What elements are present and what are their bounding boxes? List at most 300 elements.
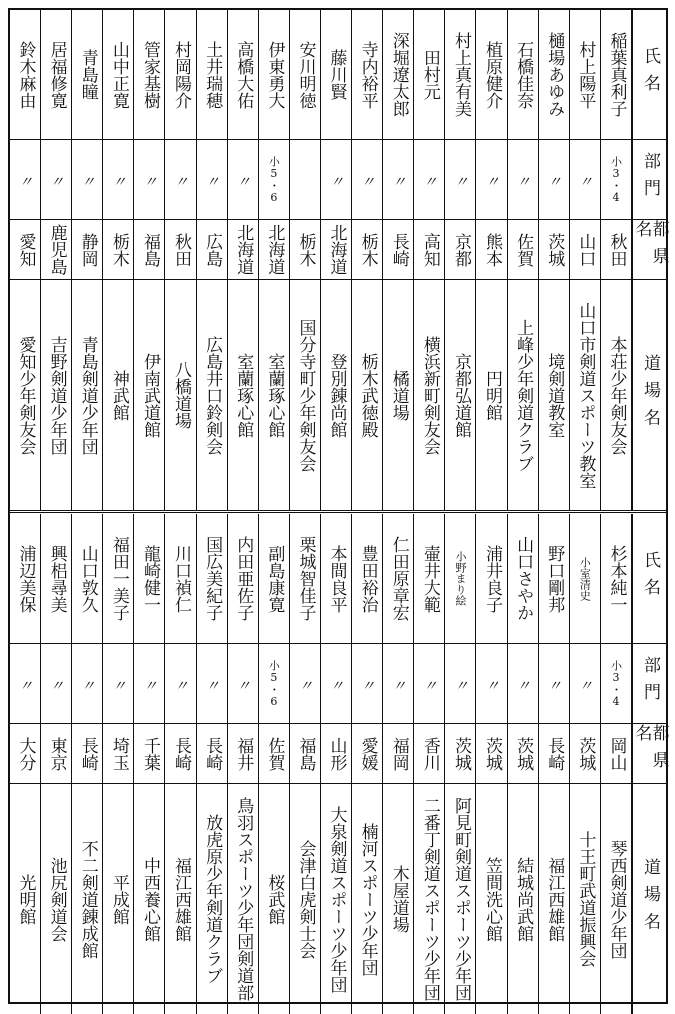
cell-prefecture: [414, 220, 445, 279]
cell-prefecture: [477, 220, 508, 279]
cell-prefecture: [197, 220, 228, 279]
division-text: 〃: [483, 173, 500, 186]
row-prefecture: [10, 724, 669, 784]
cell-name: [259, 514, 290, 643]
division-text: 〃: [79, 173, 96, 186]
row-division: [10, 140, 666, 220]
prefecture-text: 長崎: [171, 736, 192, 771]
dojo-text: 境剣道教室: [544, 352, 565, 438]
cell-name: [601, 514, 632, 643]
cell-division: [570, 644, 601, 723]
division-text: 〃: [141, 173, 158, 186]
cell-dojo: [228, 784, 259, 1014]
cell-division: [228, 140, 259, 219]
prefecture-text: 長崎: [544, 736, 565, 771]
cell-name: [10, 10, 41, 139]
cell-name: [445, 10, 476, 139]
prefecture-text: 茨城: [450, 736, 471, 771]
division-text: 〃: [110, 677, 127, 690]
cell-dojo: [103, 280, 134, 510]
dojo-text: 室蘭琢心館: [264, 352, 285, 438]
cell-division: [601, 644, 632, 723]
name-text: 内田亜佐子: [233, 536, 254, 621]
dojo-text: 桜武館: [264, 873, 285, 925]
division-text: 〃: [48, 173, 65, 186]
division-text: 〃: [296, 677, 313, 690]
name-text: 国広美紀子: [202, 536, 223, 621]
dojo-text: 平成館: [108, 873, 129, 925]
cell-prefecture: [166, 220, 197, 279]
division-text: 〃: [359, 173, 376, 186]
division-text: 〃: [110, 173, 127, 186]
cell-dojo: [321, 280, 352, 510]
prefecture-text: 栃木: [108, 232, 129, 267]
cell-dojo: [445, 784, 476, 1014]
name-text: 村上陽平: [575, 40, 596, 109]
cell-division: [352, 644, 383, 723]
dojo-text: 吉野剣道少年団: [46, 335, 67, 455]
cell-name: [134, 514, 165, 643]
cell-prefecture: [228, 220, 259, 279]
division-text: 〃: [390, 173, 407, 186]
name-text: 栗城智佳子: [295, 536, 316, 621]
cell-prefecture: [41, 724, 72, 783]
prefecture-text: 愛知: [15, 232, 36, 267]
name-text: 植原健介: [482, 40, 503, 109]
prefecture-text: 茨城: [575, 736, 596, 771]
roster-block-2: [10, 514, 669, 1014]
header-label: 都県名: [631, 724, 669, 779]
dojo-text: 大泉剣道スポーツ少年団: [326, 805, 347, 993]
dojo-text: 光明館: [15, 873, 36, 925]
row-name: [10, 514, 666, 644]
cell-prefecture: [414, 724, 445, 783]
cell-prefecture: [445, 724, 476, 783]
header-label: 道場名: [640, 354, 660, 436]
cell-dojo: [352, 280, 383, 510]
dojo-text: 円明館: [482, 369, 503, 421]
cell-division: [477, 140, 508, 219]
cell-name: [601, 10, 632, 139]
cell-dojo: [166, 784, 197, 1014]
cell-dojo: [72, 280, 103, 510]
dojo-text: 横浜新町剣友会: [419, 335, 440, 455]
division-text: 〃: [452, 173, 469, 186]
dojo-text: 楠河スポーツ少年団: [357, 822, 378, 976]
cell-name: [383, 514, 414, 643]
cell-division: [259, 644, 290, 723]
row-dojo: [10, 280, 666, 510]
prefecture-text: 長崎: [388, 232, 409, 267]
dojo-text: 上峰少年剣道クラブ: [513, 318, 534, 472]
division-text: 〃: [172, 173, 189, 186]
prefecture-text: 長崎: [77, 736, 98, 771]
cell-dojo: [197, 784, 228, 1014]
cell-division: [414, 644, 445, 723]
division-text: 小5・6: [267, 155, 281, 204]
cell-name: [321, 514, 352, 643]
dojo-text: 山口市剣道スポーツ教室: [575, 301, 596, 489]
dojo-text: 国分寺町少年剣友会: [295, 318, 316, 472]
prefecture-text: 長崎: [202, 736, 223, 771]
cell-division: [134, 644, 165, 723]
block-divider: [10, 510, 666, 513]
cell-division: [539, 644, 570, 723]
division-text: 〃: [203, 173, 220, 186]
cell-prefecture: [445, 220, 476, 279]
cell-division: [414, 140, 445, 219]
cell-prefecture: [477, 724, 508, 783]
cell-prefecture: [197, 724, 228, 783]
cell-prefecture: [134, 220, 165, 279]
row-dojo: [10, 784, 666, 1014]
prefecture-text: 福島: [295, 736, 316, 771]
row-name: [10, 10, 666, 140]
name-text: 山口敦久: [77, 544, 98, 613]
cell-name: [10, 514, 41, 643]
dojo-text: 青島剣道少年団: [77, 335, 98, 455]
cell-dojo: [539, 784, 570, 1014]
header-label: 氏名: [640, 551, 660, 606]
cell-division: [508, 140, 539, 219]
cell-prefecture: [41, 220, 72, 279]
prefecture-text: 大分: [15, 736, 36, 771]
cell-dojo: [134, 280, 165, 510]
cell-name: [72, 514, 103, 643]
cell-dojo: [10, 280, 41, 510]
division-text: 〃: [483, 677, 500, 690]
name-text: 石橋佳奈: [513, 40, 534, 109]
header-division: [632, 644, 666, 723]
cell-division: [290, 644, 321, 723]
division-text: 小5・6: [267, 659, 281, 708]
cell-division: [10, 644, 41, 723]
header-dojo: [632, 784, 666, 1014]
dojo-text: 放虎原少年剣道クラブ: [202, 814, 223, 984]
prefecture-text: 秋田: [171, 232, 192, 267]
cell-division: [352, 140, 383, 219]
division-text: 〃: [172, 677, 189, 690]
name-text: 副島康寛: [264, 544, 285, 613]
cell-name: [134, 10, 165, 139]
header-label: 部門: [640, 656, 660, 711]
cell-name: [228, 514, 259, 643]
cell-division: [166, 644, 197, 723]
division-text: 〃: [452, 677, 469, 690]
header-name: [632, 10, 666, 139]
cell-division: [10, 140, 41, 219]
cell-prefecture: [290, 724, 321, 783]
cell-dojo: [166, 280, 197, 510]
name-text: 藤川賢: [326, 49, 347, 100]
prefecture-text: 千葉: [139, 736, 160, 771]
dojo-text: 会津白虎剣士会: [295, 839, 316, 959]
prefecture-text: 鹿児島: [46, 224, 67, 275]
dojo-text: 福江西雄館: [171, 856, 192, 942]
cell-division: [539, 140, 570, 219]
name-text: 興梠尋美: [46, 544, 67, 613]
prefecture-text: 福井: [233, 736, 254, 771]
cell-name: [228, 10, 259, 139]
division-text: 〃: [359, 677, 376, 690]
cell-dojo: [134, 784, 165, 1014]
name-text: 川口禎仁: [171, 544, 192, 613]
cell-division: [166, 140, 197, 219]
prefecture-text: 愛媛: [357, 736, 378, 771]
cell-prefecture: [72, 220, 103, 279]
cell-prefecture: [539, 724, 570, 783]
cell-dojo: [508, 280, 539, 510]
dojo-text: 十王町武道振興会: [575, 831, 596, 967]
cell-dojo: [383, 784, 414, 1014]
cell-dojo: [41, 784, 72, 1014]
cell-dojo: [601, 280, 632, 510]
cell-prefecture: [570, 724, 601, 783]
roster-table: [8, 8, 668, 1004]
name-text: 伊東勇大: [264, 40, 285, 109]
name-text: 土井瑞穂: [202, 40, 223, 109]
name-text: 壷井大範: [419, 544, 440, 613]
cell-prefecture: [508, 220, 539, 279]
cell-dojo: [259, 280, 290, 510]
prefecture-text: 北海道: [233, 224, 254, 275]
division-text: 〃: [390, 677, 407, 690]
prefecture-text: 北海道: [264, 224, 285, 275]
cell-dojo: [197, 280, 228, 510]
prefecture-text: 茨城: [482, 736, 503, 771]
dojo-text: 広島井口鈴剣会: [202, 335, 223, 455]
division-text: 〃: [328, 677, 345, 690]
cell-prefecture: [10, 220, 41, 279]
cell-dojo: [477, 784, 508, 1014]
division-text: 〃: [234, 173, 251, 186]
cell-prefecture: [383, 724, 414, 783]
name-text: 田村元: [419, 49, 440, 100]
header-label: 部門: [640, 152, 660, 207]
header-dojo: [632, 280, 666, 510]
name-text: 浦井良子: [482, 544, 503, 613]
name-text: 本間良平: [326, 544, 347, 613]
cell-prefecture: [72, 724, 103, 783]
division-text: 〃: [514, 173, 531, 186]
cell-prefecture: [134, 724, 165, 783]
prefecture-text: 京都: [450, 232, 471, 267]
cell-prefecture: [383, 220, 414, 279]
name-text: 稲葉真利子: [606, 32, 627, 117]
cell-dojo: [321, 784, 352, 1014]
prefecture-text: 広島: [202, 232, 223, 267]
cell-division: [72, 140, 103, 219]
header-label: 道場名: [640, 858, 660, 940]
cell-prefecture: [290, 220, 321, 279]
cell-prefecture: [166, 724, 197, 783]
cell-name: [352, 514, 383, 643]
cell-name: [290, 10, 321, 139]
prefecture-text: 茨城: [513, 736, 534, 771]
cell-prefecture: [103, 724, 134, 783]
cell-name: [166, 514, 197, 643]
cell-prefecture: [321, 220, 352, 279]
cell-division: [383, 140, 414, 219]
division-text: 〃: [545, 173, 562, 186]
cell-name: [414, 10, 445, 139]
cell-name: [570, 10, 601, 139]
cell-name: [321, 10, 352, 139]
prefecture-text: 香川: [419, 736, 440, 771]
prefecture-text: 福岡: [388, 736, 409, 771]
cell-prefecture: [601, 724, 632, 783]
cell-division: [290, 140, 321, 219]
cell-dojo: [352, 784, 383, 1014]
cell-name: [539, 10, 570, 139]
division-text: 〃: [48, 677, 65, 690]
cell-name: [477, 514, 508, 643]
cell-prefecture: [228, 724, 259, 783]
dojo-text: 橘道場: [388, 369, 409, 421]
cell-name: [41, 514, 72, 643]
cell-name: [166, 10, 197, 139]
cell-division: [445, 644, 476, 723]
prefecture-text: 北海道: [326, 224, 347, 275]
cell-dojo: [445, 280, 476, 510]
header-name: [632, 514, 666, 643]
cell-name: [508, 514, 539, 643]
cell-division: [103, 644, 134, 723]
dojo-text: 中西養心館: [139, 856, 160, 942]
header-prefecture: [631, 220, 669, 279]
name-text: 高橋大佑: [233, 40, 254, 109]
cell-prefecture: [321, 724, 352, 783]
dojo-text: 木屋道場: [388, 865, 409, 933]
dojo-text: 八橋道場: [171, 361, 192, 429]
header-label: 氏名: [640, 47, 660, 102]
cell-division: [197, 644, 228, 723]
cell-dojo: [259, 784, 290, 1014]
division-text: 小3・4: [609, 155, 623, 204]
prefecture-text: 東京: [46, 736, 67, 771]
row-prefecture: [10, 220, 669, 280]
prefecture-text: 栃木: [295, 232, 316, 267]
dojo-text: 結城尚武館: [513, 856, 534, 942]
header-prefecture: [631, 724, 669, 783]
cell-prefecture: [508, 724, 539, 783]
cell-division: [228, 644, 259, 723]
prefecture-text: 熊本: [482, 232, 503, 267]
row-division: [10, 644, 666, 724]
dojo-text: 伊南武道館: [139, 352, 160, 438]
cell-dojo: [103, 784, 134, 1014]
cell-name: [445, 514, 476, 643]
prefecture-text: 山形: [326, 736, 347, 771]
name-text: 仁田原章宏: [388, 536, 409, 621]
cell-prefecture: [570, 220, 601, 279]
cell-dojo: [228, 280, 259, 510]
cell-name: [103, 10, 134, 139]
cell-prefecture: [539, 220, 570, 279]
name-text: 浦辺美保: [15, 544, 36, 613]
prefecture-text: 山口: [575, 232, 596, 267]
name-text: 豊田裕治: [357, 544, 378, 613]
cell-division: [41, 140, 72, 219]
name-text: 小野まり絵: [453, 551, 467, 606]
cell-name: [41, 10, 72, 139]
cell-dojo: [601, 784, 632, 1014]
dojo-text: 福江西雄館: [544, 856, 565, 942]
division-text: 〃: [17, 173, 34, 186]
cell-division: [259, 140, 290, 219]
name-text: 山口さやか: [513, 536, 534, 621]
dojo-text: 不二剣道錬成館: [77, 839, 98, 959]
cell-name: [259, 10, 290, 139]
cell-name: [508, 10, 539, 139]
dojo-text: 栃木武徳殿: [357, 352, 378, 438]
cell-prefecture: [601, 220, 632, 279]
dojo-text: 琴西剣道少年団: [606, 839, 627, 959]
cell-division: [197, 140, 228, 219]
cell-prefecture: [10, 724, 41, 783]
name-text: 山中正寛: [108, 40, 129, 109]
prefecture-text: 茨城: [544, 232, 565, 267]
cell-name: [103, 514, 134, 643]
cell-division: [134, 140, 165, 219]
cell-name: [72, 10, 103, 139]
cell-division: [508, 644, 539, 723]
cell-dojo: [477, 280, 508, 510]
cell-dojo: [41, 280, 72, 510]
division-text: 〃: [576, 173, 593, 186]
prefecture-text: 栃木: [357, 232, 378, 267]
header-label: 都県名: [631, 220, 669, 275]
cell-division: [72, 644, 103, 723]
division-text: 〃: [328, 173, 345, 186]
cell-division: [321, 644, 352, 723]
name-text: 小室清史: [578, 556, 592, 601]
division-text: 〃: [141, 677, 158, 690]
cell-prefecture: [259, 724, 290, 783]
name-text: 居福修寛: [46, 40, 67, 109]
cell-name: [290, 514, 321, 643]
cell-name: [197, 514, 228, 643]
cell-prefecture: [352, 724, 383, 783]
cell-dojo: [570, 784, 601, 1014]
cell-dojo: [290, 280, 321, 510]
name-text: 村岡陽介: [171, 40, 192, 109]
cell-prefecture: [259, 220, 290, 279]
dojo-text: 京都弘道館: [450, 352, 471, 438]
cell-name: [570, 514, 601, 643]
roster-block-1: [10, 10, 669, 510]
cell-division: [601, 140, 632, 219]
cell-dojo: [508, 784, 539, 1014]
dojo-text: 神武館: [108, 369, 129, 421]
cell-dojo: [414, 280, 445, 510]
division-text: 〃: [514, 677, 531, 690]
prefecture-text: 佐賀: [513, 232, 534, 267]
cell-dojo: [539, 280, 570, 510]
name-text: 杉本純一: [606, 544, 627, 613]
header-division: [632, 140, 666, 219]
dojo-text: 本荘少年剣友会: [606, 335, 627, 455]
cell-division: [321, 140, 352, 219]
cell-prefecture: [103, 220, 134, 279]
cell-dojo: [290, 784, 321, 1014]
cell-dojo: [10, 784, 41, 1014]
prefecture-text: 埼玉: [108, 736, 129, 771]
prefecture-text: 岡山: [606, 736, 627, 771]
cell-prefecture: [352, 220, 383, 279]
division-text: 〃: [79, 677, 96, 690]
division-text: 〃: [234, 677, 251, 690]
